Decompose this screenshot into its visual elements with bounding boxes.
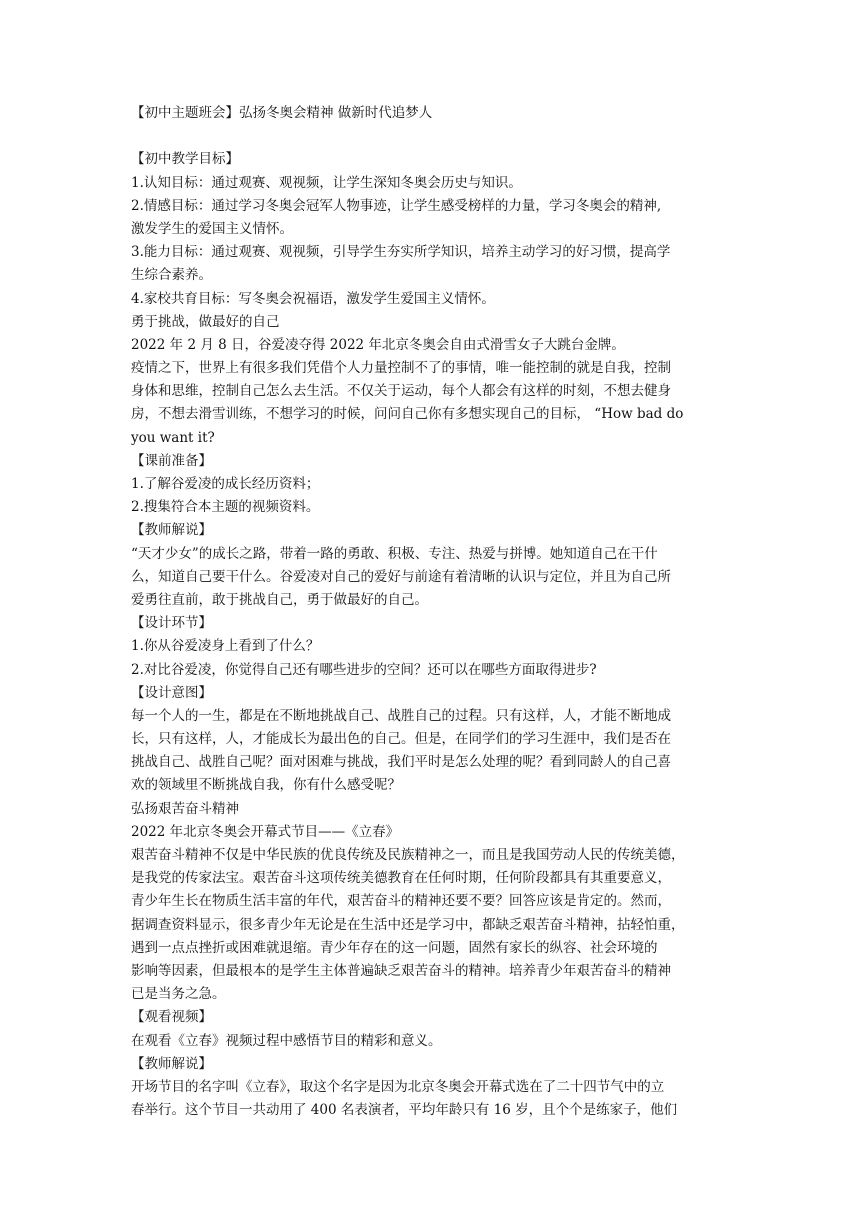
body-line: 身体和思维，控制自己怎么去生活。不仅关于运动，每个人都会有这样的时刻，不想去健身 — [131, 383, 671, 400]
body-line: 么，知道自己要干什么。谷爱凌对自己的爱好与前途有着清晰的认识与定位，并且为自己所 — [131, 568, 671, 585]
body-line: 激发学生的爱国主义情怀。 — [131, 220, 293, 237]
body-line: “天才少女”的成长之路，带着一路的勇敢、积极、专注、热爱与拼博。她知道自己在干什 — [131, 545, 658, 562]
body-line: 2022 年北京冬奥会开幕式节目——《立春》 — [131, 823, 400, 840]
body-line: 4.家校共育目标：写冬奥会祝福语，激发学生爱国主义情怀。 — [131, 290, 495, 307]
body-line: 开场节目的名字叫《立春》，取这个名字是因为北京冬奥会开幕式选在了二十四节气中的立 — [131, 1078, 665, 1095]
body-line: 1.认知目标：通过观赛、观视频，让学生深知冬奥会历史与知识。 — [131, 174, 522, 191]
body-line: 【教师解说】 — [131, 1055, 212, 1072]
body-line: 生综合素养。 — [131, 267, 212, 284]
body-line: 爱勇往直前，敢于挑战自己，勇于做最好的自己。 — [131, 591, 428, 608]
body-line: 【设计意图】 — [131, 684, 212, 701]
body-line: 【观看视频】 — [131, 1009, 212, 1026]
body-line: 【教师解说】 — [131, 522, 212, 539]
body-line: 弘扬艰苦奋斗精神 — [131, 800, 239, 817]
body-line: 挑战自己、战胜自己呢？面对困难与挑战，我们平时是怎么处理的呢？看到同龄人的自己喜 — [131, 754, 671, 771]
body-line: 是我党的传家法宝。艰苦奋斗这项传统美德教育在任何时期，任何阶段都具有其重要意义， — [131, 870, 671, 887]
body-line: 2.对比谷爱凌，你觉得自己还有哪些进步的空间？还可以在哪些方面取得进步? — [131, 661, 597, 678]
document-page — [131, 102, 731, 1122]
body-line: 已是当务之急。 — [131, 986, 226, 1003]
body-line: 遇到一点点挫折或困难就退缩。青少年存在的这一问题，固然有家长的纵容、社会环境的 — [131, 939, 658, 956]
body-line: 1.了解谷爱凌的成长经历资料； — [131, 476, 320, 492]
body-line: 据调查资料显示，很多青少年无论是在生活中还是学习中，都缺乏艰苦奋斗精神，拈轻怕重， — [131, 916, 685, 933]
body-line: 【课前准备】 — [131, 452, 212, 469]
body-line: 【设计环节】 — [131, 615, 212, 632]
body-line: 长，只有这样，人，才能成长为最出色的自己。但是，在同学们的学习生涯中，我们是否在 — [131, 731, 671, 748]
body-line: 春举行。这个节目一共动用了 400 名表演者，平均年龄只有 16 岁，且个个是练家子，他们 — [131, 1102, 678, 1119]
body-line: 欢的领域里不断挑战自我，你有什么感受呢？ — [131, 777, 401, 794]
body-line: 房，不想去滑雪训练，不想学习的时候，问问自己你有多想实现自己的目标， “How bad do — [131, 406, 684, 423]
body-line: 疫情之下，世界上有很多我们凭借个人力量控制不了的事情，唯一能控制的就是自我，控制 — [131, 360, 671, 377]
body-line: 在观看《立春》视频过程中感悟节目的精彩和意义。 — [131, 1032, 442, 1049]
body-line: 【初中教学目标】 — [131, 151, 239, 168]
body-line: 影响等因素，但最根本的是学生主体普遍缺乏艰苦奋斗的精神。培养青少年艰苦奋斗的精神 — [131, 962, 671, 979]
body-line: 2.情感目标：通过学习冬奥会冠军人物事迹，让学生感受榜样的力量，学习冬奥会的精神, — [131, 197, 662, 214]
document-body — [131, 148, 731, 1122]
body-line: 每一个人的一生，都是在不断地挑战自己、战胜自己的过程。只有这样，人，才能不断地成 — [131, 707, 671, 724]
body-line: you want it? — [131, 429, 215, 446]
body-line: 青少年生长在物质生活丰富的年代，艰苦奋斗的精神还要不要？回答应该是肯定的。然而， — [131, 893, 671, 910]
body-line: 1.你从谷爱凌身上看到了什么？ — [131, 638, 320, 655]
body-line: 3.能力目标：通过观赛、观视频，引导学生夯实所学知识，培养主动学习的好习惯，提高学 — [131, 244, 671, 261]
body-line: 勇于挑战，做最好的自己 — [131, 313, 280, 330]
body-line: 2022 年 2 月 8 日，谷爱凌夺得 2022 年北京冬奥会自由式滑雪女子大跳台金牌。 — [131, 336, 625, 353]
body-line: 2.搜集符合本主题的视频资料。 — [131, 499, 320, 516]
body-line: 艰苦奋斗精神不仅是中华民族的优良传统及民族精神之一，而且是我国劳动人民的传统美德， — [131, 847, 685, 863]
document-title: 【初中主题班会】弘扬冬奥会精神 做新时代追梦人 — [131, 105, 433, 121]
